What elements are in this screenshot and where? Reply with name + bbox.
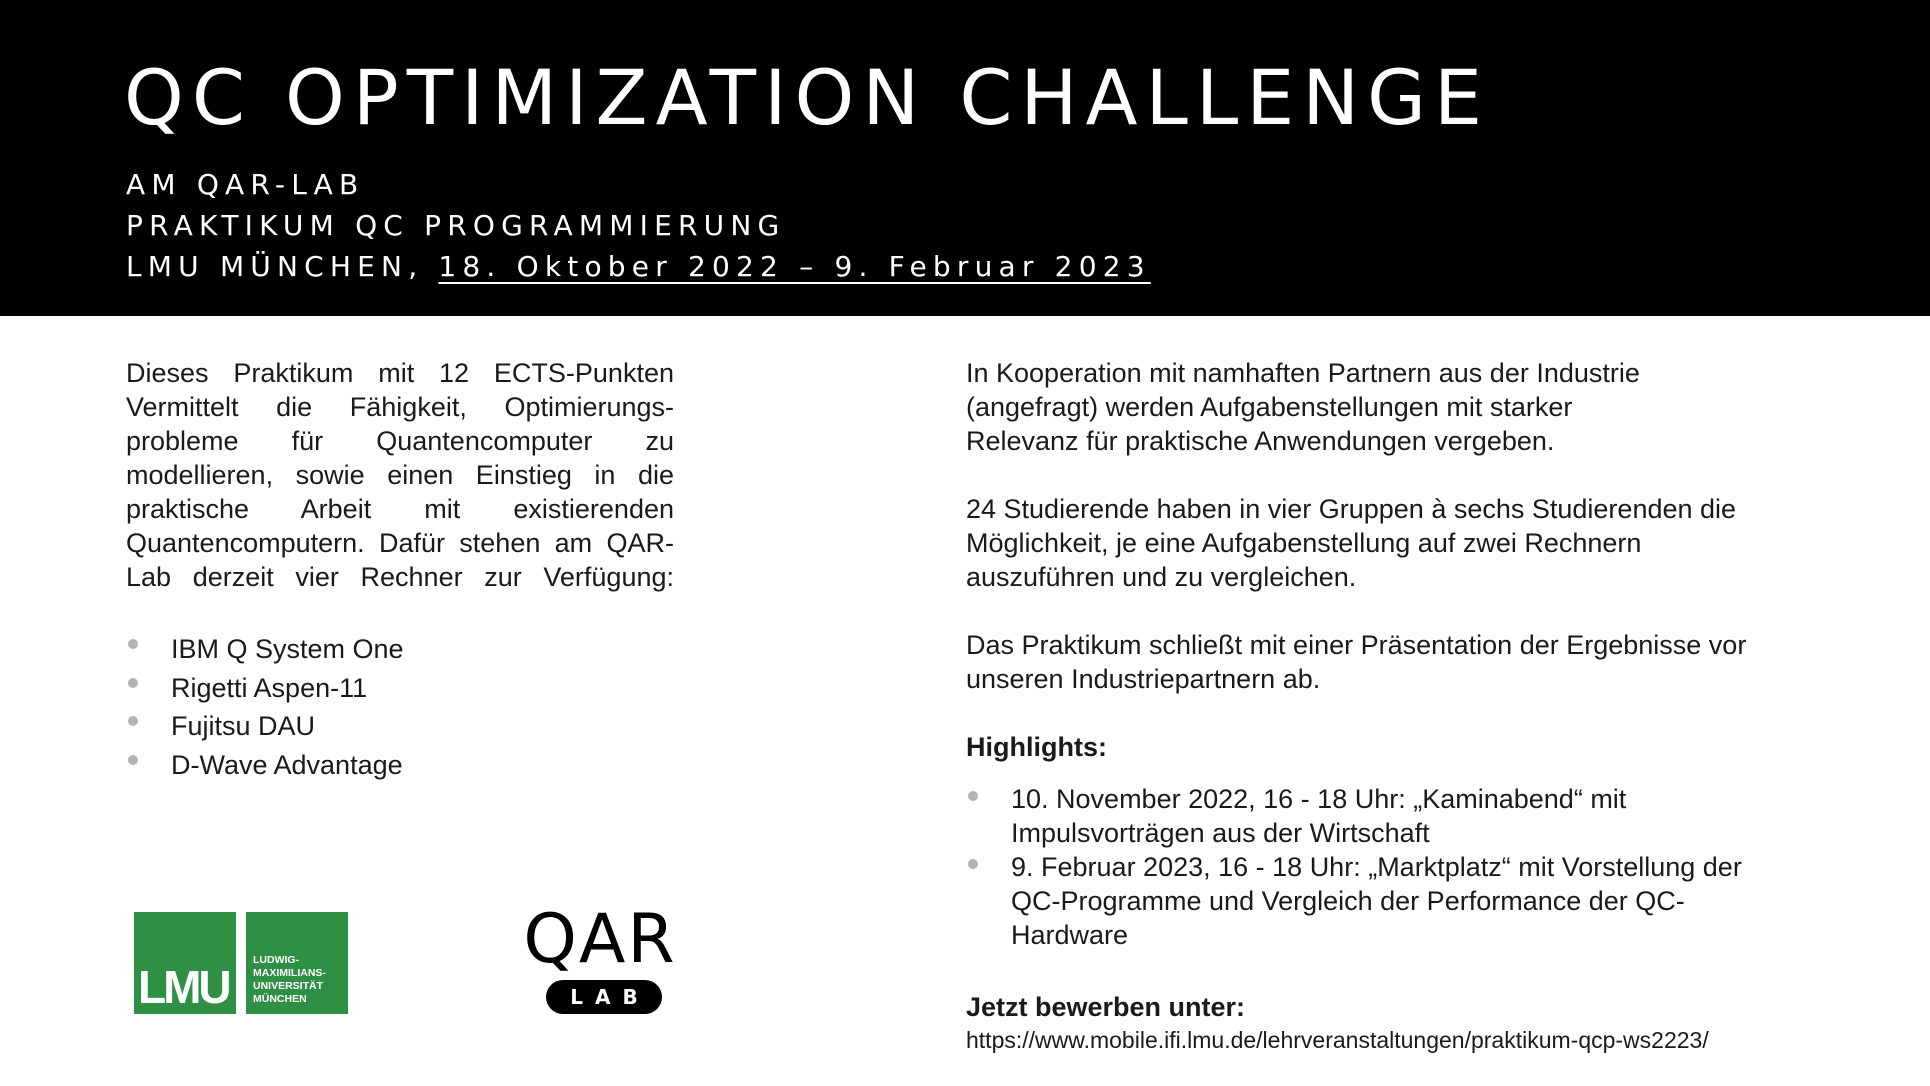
text-line: Impulsvorträgen aus der Wirtschaft [1011, 818, 1430, 848]
highlights-list [966, 782, 1806, 952]
text-line: QC-Programme und Vergleich der Performance der QC- [1011, 886, 1685, 916]
intro-line: Lab derzeit vier Rechner zur Verfügung: [126, 562, 674, 592]
text-line: 9. Februar 2023, 16 - 18 Uhr: „Marktplatz“ mit Vorstellung der [1011, 852, 1742, 882]
subtitle-lab: AM QAR-LAB [126, 168, 365, 201]
lmu-wordmark-line: UNIVERSITÄT [253, 980, 324, 992]
text-line: unseren Industriepartnern ab. [966, 664, 1321, 694]
date-range: 18. Oktober 2022 – 9. Februar 2023 [438, 250, 1151, 283]
lmu-wordmark-line: LUDWIG- [253, 954, 300, 966]
lmu-wordmark-line: MAXIMILIANS- [253, 967, 326, 979]
presentation-paragraph [966, 628, 1806, 696]
list-item: D-Wave Advantage [126, 746, 404, 785]
text-line: Möglichkeit, je eine Aufgabenstellung auf zwei Rechnern [966, 528, 1642, 558]
text-line: Das Praktikum schließt mit einer Präsentation der Ergebnisse vor [966, 630, 1747, 660]
text-line: 24 Studierende haben in vier Gruppen à sechs Studierenden die [966, 494, 1737, 524]
cooperation-paragraph [966, 356, 1806, 458]
intro-line: Quantencomputern. Dafür stehen am QAR- [126, 528, 674, 558]
text-line: Relevanz für praktische Anwendungen vergeben. [966, 426, 1555, 456]
header-banner [0, 0, 1930, 316]
list-item: Rigetti Aspen-11 [126, 669, 404, 708]
text-line: In Kooperation mit namhaften Partnern aus der Industrie [966, 358, 1640, 388]
subtitle-location-date [126, 249, 1151, 285]
list-item [966, 850, 1806, 952]
page-title: QC OPTIMIZATION CHALLENGE [124, 53, 1491, 142]
intro-line: Dieses Praktikum mit 12 ECTS-Punkten [126, 358, 674, 388]
subtitle-course: PRAKTIKUM QC PROGRAMMIERUNG [126, 209, 786, 242]
intro-line: praktische Arbeit mit existierenden [126, 494, 674, 524]
left-column [126, 356, 674, 594]
list-item [966, 782, 1806, 850]
qar-lab-badge: LAB [546, 980, 662, 1014]
text-line: Hardware [1011, 920, 1129, 950]
intro-line: Vermittelt die Fähigkeit, Optimierungs- [126, 392, 674, 422]
right-column [966, 356, 1806, 1056]
lmu-mark [134, 912, 236, 1014]
list-item: Fujitsu DAU [126, 707, 404, 746]
lmu-logo [134, 912, 348, 1014]
students-paragraph [966, 492, 1806, 594]
text-line: 10. November 2022, 16 - 18 Uhr: „Kaminabend“ mit [1011, 784, 1627, 814]
lmu-wordmark [246, 912, 348, 1014]
lmu-wordmark-line: MÜNCHEN [253, 993, 307, 1005]
intro-line: modellieren, sowie einen Einstieg in die [126, 460, 674, 490]
text-line: (angefragt) werden Aufgabenstellungen mit starker [966, 392, 1573, 422]
computer-list [126, 630, 404, 784]
lmu-mark-text: LMU [138, 961, 229, 1013]
intro-line: probleme für Quantencomputer zu [126, 426, 674, 456]
apply-link[interactable]: https://www.mobile.ifi.lmu.de/lehrveranstaltungen/praktikum-qcp-ws2223/ [966, 1027, 1709, 1053]
list-item: IBM Q System One [126, 630, 404, 669]
text-line: auszuführen und zu vergleichen. [966, 562, 1357, 592]
qar-mark: QAR [523, 900, 677, 979]
apply-heading: Jetzt bewerben unter: [966, 992, 1246, 1022]
location-text: LMU MÜNCHEN, [126, 250, 439, 283]
qar-lab-logo [516, 900, 684, 1014]
highlights-heading: Highlights: [966, 732, 1107, 762]
